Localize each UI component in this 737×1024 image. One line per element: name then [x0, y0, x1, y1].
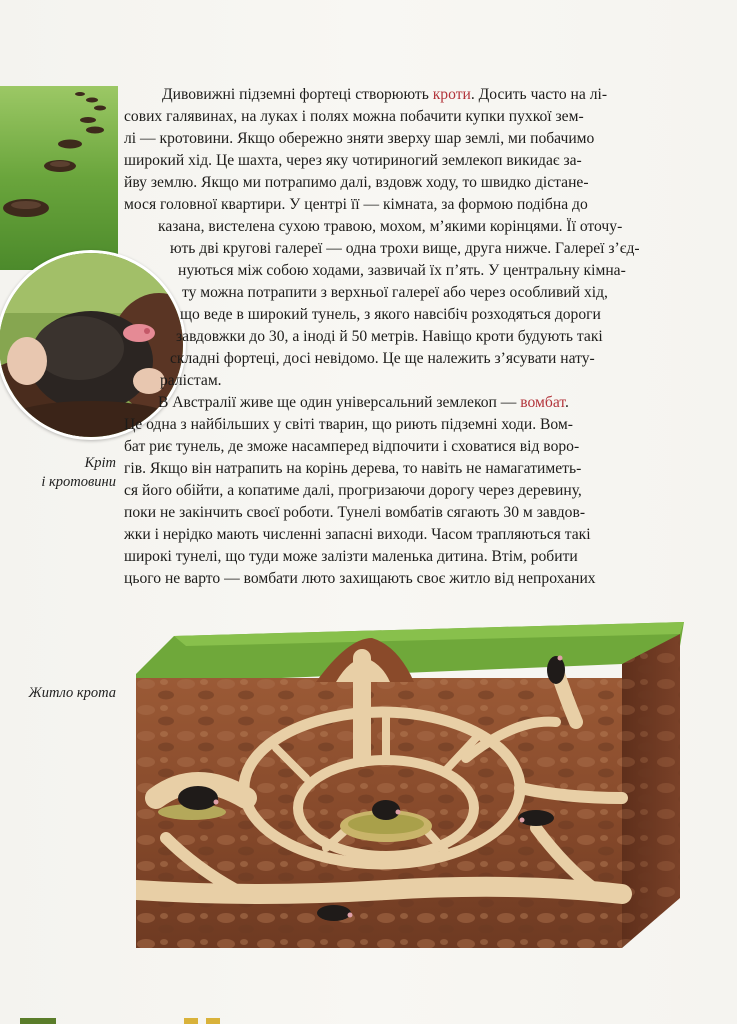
- p1-line-9: нуються між собою ходами, зазвичай їх п’ять. У центральну кімна-: [178, 262, 626, 279]
- mole-photo-caption: [40, 454, 116, 492]
- diagram-caption: Житло крота: [28, 685, 116, 701]
- p1-line-7: казана, вистелена сухою травою, мохом, м’якими корінцями. Її оточу-: [158, 218, 623, 235]
- p2-line-4: гів. Якщо він натрапить на корінь дерева, то навіть не намагатиметь-: [124, 460, 582, 477]
- p1-line-11: що веде в широкий тунель, з якого навсібіч розходяться дороги: [180, 306, 601, 323]
- caption-line-2: і кротовини: [41, 474, 116, 490]
- mole-burrow-diagram: [136, 598, 688, 954]
- p1-line-8: ють дві кругові галереї — одна трохи вище, друга нижче. Галереї з’єд-: [170, 240, 640, 257]
- p2-line-5: ся його обійти, а копатиме далі, прогризаючи дорогу через деревину,: [124, 482, 582, 499]
- p2-line-2: Це одна з найбільших у світі тварин, що риють підземні ходи. Вом-: [124, 416, 573, 433]
- page-edge-decoration: [0, 1016, 737, 1024]
- p2-line-1: В Австралії живе ще один універсальний землекоп — вомбат.: [158, 394, 569, 411]
- p2-line-9: цього не варто — вомбати люто захищають своє житло від непроханих: [124, 570, 596, 587]
- term-moles: кроти: [432, 86, 471, 103]
- molehills-illustration: [0, 86, 118, 270]
- p2-line-6: поки не закінчить своєї роботи. Тунелі вомбатів сягають 30 м завдов-: [124, 504, 586, 521]
- p1-line-1: Дивовижні підземні фортеці створюють кроти. Досить часто на лі-: [162, 86, 608, 103]
- p1-line-12: завдовжки до 30, а іноді й 50 метрів. Навіщо кроти будують такі: [176, 328, 603, 345]
- p1-line-2: сових галявинах, на луках і полях можна побачити купки пухкої зем-: [124, 108, 584, 125]
- p1-line-13: складні фортеці, досі невідомо. Це ще належить з’ясувати нату-: [170, 350, 595, 367]
- p1-line-14: ралістам.: [160, 372, 222, 389]
- p2-line-3: бат риє тунель, де зможе насамперед відпочити і сховатися від воро-: [124, 438, 580, 455]
- p1-line-3: лі — кротовини. Якщо обережно зняти зверху шар землі, ми побачимо: [124, 130, 595, 147]
- p1-line-10: ту можна потрапити з верхньої галереї або через особливий хід,: [182, 284, 608, 301]
- molehills-photo: [0, 86, 118, 270]
- burrow-illustration: [136, 598, 688, 954]
- p1-line-5: йву землю. Якщо ми потрапимо далі, вздовж ходу, то швидко дістане-: [124, 174, 589, 191]
- caption-line-1: Кріт: [84, 455, 116, 471]
- p2-line-8: широкі тунелі, що туди може залізти маленька дитина. Втім, робити: [124, 548, 578, 565]
- mole-figure: [547, 656, 565, 684]
- p2-line-7: жки і нерідко мають численні запасні виходи. Часом трапляються такі: [124, 526, 591, 543]
- p1-line-4: широкий хід. Це шахта, через яку чотириногий землекоп викидає за-: [124, 152, 582, 169]
- article-text: [124, 84, 692, 590]
- paragraph-moles: [124, 84, 692, 392]
- paragraph-wombat: [124, 392, 692, 590]
- p1-line-6: мося головної квартири. У центрі її — кімната, за формою подібна до: [124, 196, 588, 213]
- term-wombat: вомбат: [520, 394, 566, 411]
